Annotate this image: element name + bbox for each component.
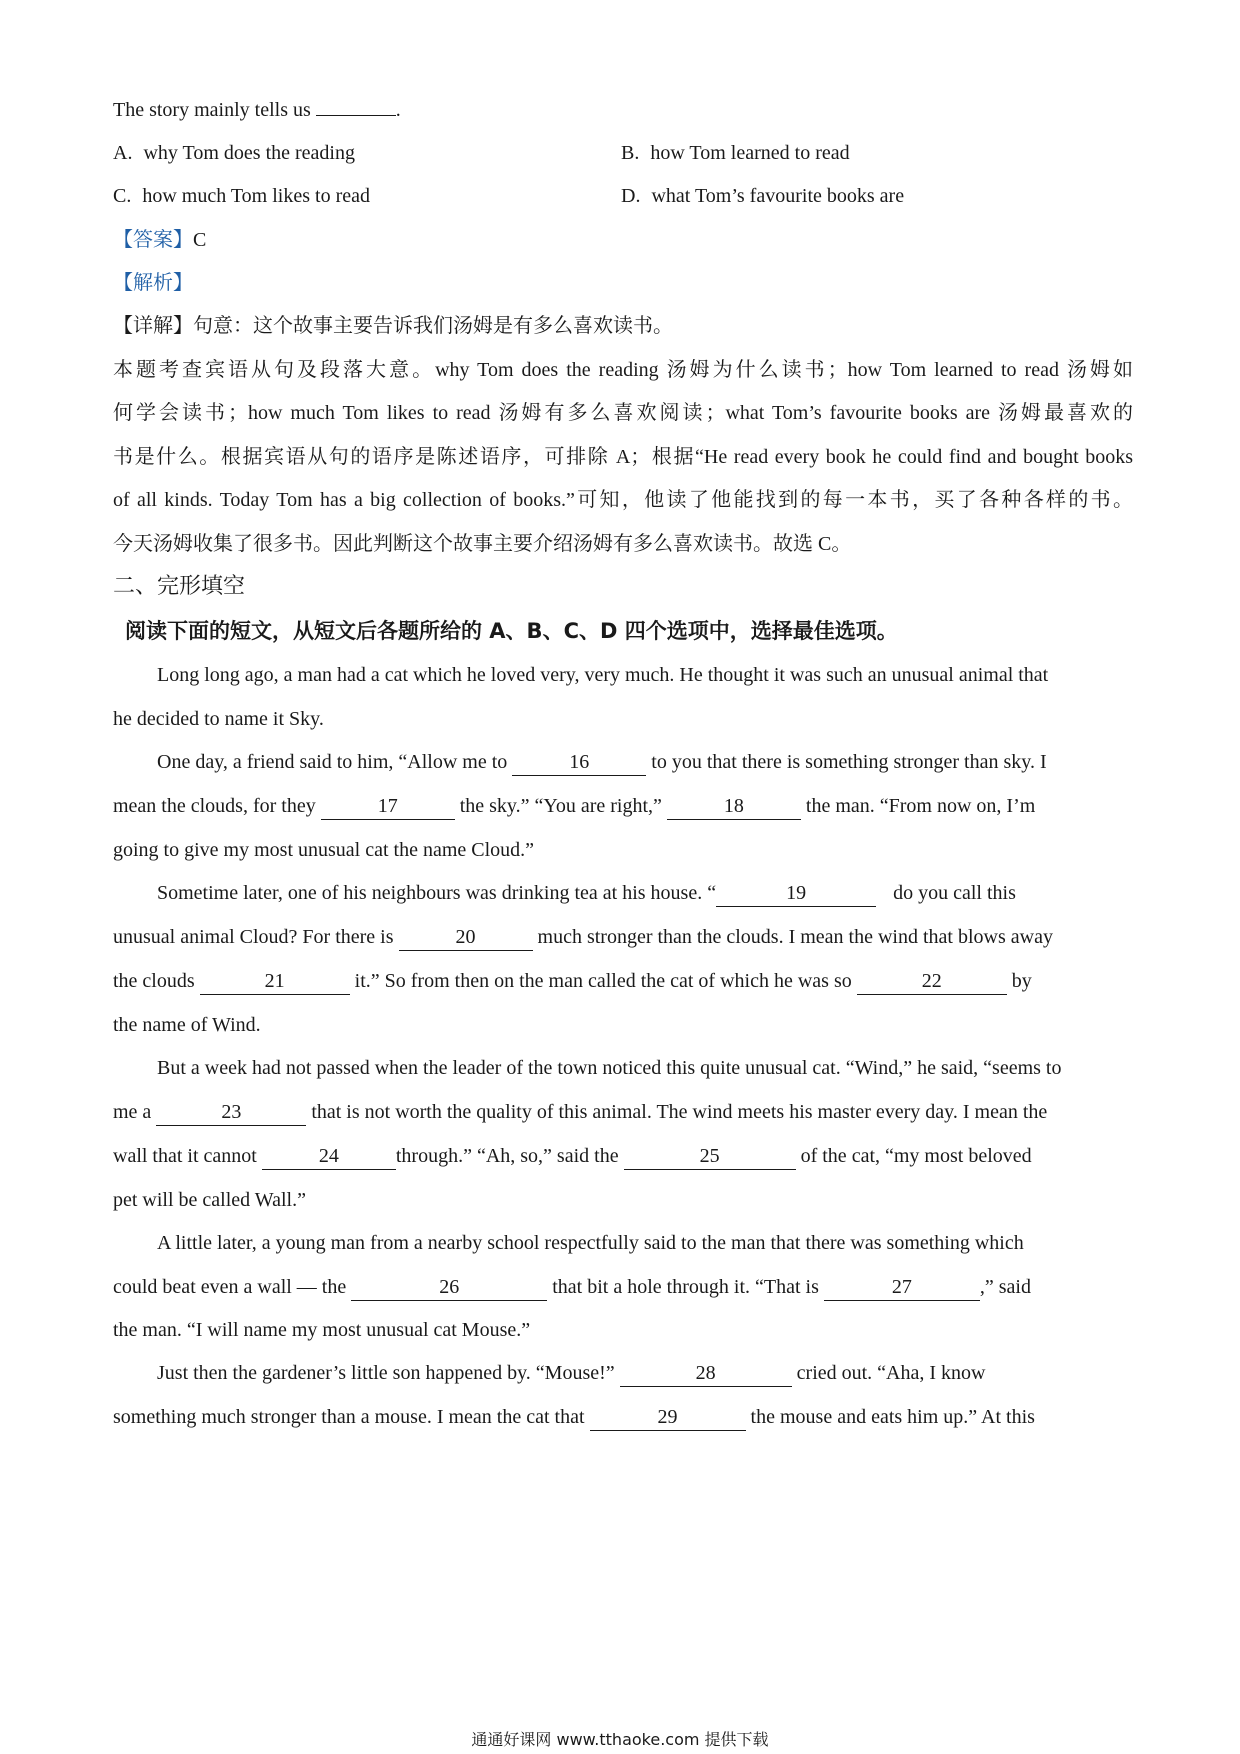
page-footer: 通通好课网 www.tthaoke.com 提供下载 xyxy=(471,1730,769,1749)
passage-line: unusual animal Cloud? For there is 20 much stronger than the clouds. I mean the wind that blows away xyxy=(113,922,1053,952)
blank-20: 20 xyxy=(399,924,533,951)
answer-tag: 【答案】 xyxy=(113,229,193,251)
blank-21: 21 xyxy=(200,968,350,995)
detail-line: 书是什么。根据宾语从句的语序是陈述语序，可排除 A；根据“He read every book he could find and bought books xyxy=(113,446,1133,468)
answer-line xyxy=(113,225,206,255)
passage-line: he decided to name it Sky. xyxy=(113,708,324,730)
passage-line: pet will be called Wall.” xyxy=(113,1189,306,1211)
blank-29: 29 xyxy=(590,1404,746,1431)
passage-line: mean the clouds, for they 17 the sky.” “You are right,” 18 the man. “From now on, I’m xyxy=(113,791,1035,821)
analysis-line xyxy=(113,268,193,298)
passage-line: something much stronger than a mouse. I mean the cat that 29 the mouse and eats him up.” At this xyxy=(113,1402,1035,1432)
option-c: C. how much Tom likes to read xyxy=(113,185,370,207)
passage-line: the clouds 21 it.” So from then on the man called the cat of which he was so 22 by xyxy=(113,966,1032,996)
detail-line: 今天汤姆收集了很多书。因此判断这个故事主要介绍汤姆有多么喜欢读书。故选 C。 xyxy=(113,533,852,555)
blank-28: 28 xyxy=(620,1360,792,1387)
detail-line: 何学会读书；how much Tom likes to read 汤姆有多么喜欢阅读；what Tom’s favourite books are 汤姆最喜欢的 xyxy=(113,402,1133,424)
answer-value: C xyxy=(193,229,207,251)
blank-19: 19 xyxy=(716,880,876,907)
section-heading: 二、完形填空 xyxy=(113,574,246,599)
blank-17: 17 xyxy=(321,793,455,820)
detail-line: 本题考查宾语从句及段落大意。why Tom does the reading 汤姆为什么读书；how Tom learned to read 汤姆如 xyxy=(113,359,1133,381)
passage-line: One day, a friend said to him, “Allow me to 16 to you that there is something stronger than sky. I xyxy=(157,747,1047,777)
question-stem: The story mainly tells us . xyxy=(113,99,401,121)
blank-18: 18 xyxy=(667,793,801,820)
option-a: A. why Tom does the reading xyxy=(113,142,355,164)
blank-16: 16 xyxy=(512,749,646,776)
passage-line: Sometime later, one of his neighbours was drinking tea at his house. “ 19 do you call this xyxy=(157,878,1016,908)
detail-line: of all kinds. Today Tom has a big collection of books.”可知，他读了他能找到的每一本书，买了各种各样的书。 xyxy=(113,489,1133,511)
passage-line: Long long ago, a man had a cat which he loved very, very much. He thought it was such an unusual animal that xyxy=(157,664,1049,686)
passage-line: Just then the gardener’s little son happened by. “Mouse!” 28 cried out. “Aha, I know xyxy=(157,1358,985,1388)
passage-line: wall that it cannot 24 through.” “Ah, so,” said the 25 of the cat, “my most beloved xyxy=(113,1141,1032,1171)
analysis-tag: 【解析】 xyxy=(113,272,193,294)
passage-line: could beat even a wall — the 26 that bit a hole through it. “That is 27 ,” said xyxy=(113,1272,1031,1302)
blank-22: 22 xyxy=(857,968,1007,995)
section-instruction: 阅读下面的短文，从短文后各题所给的 A、B、C、D 四个选项中，选择最佳选项。 xyxy=(125,619,898,643)
blank-23: 23 xyxy=(156,1099,306,1126)
passage-line: the man. “I will name my most unusual cat Mouse.” xyxy=(113,1319,531,1341)
option-b: B. how Tom learned to read xyxy=(621,142,850,164)
blank-26: 26 xyxy=(351,1274,547,1301)
blank-24: 24 xyxy=(262,1143,396,1170)
blank-25: 25 xyxy=(624,1143,796,1170)
option-d: D. what Tom’s favourite books are xyxy=(621,185,905,207)
passage-line: the name of Wind. xyxy=(113,1014,261,1036)
passage-line: going to give my most unusual cat the name Cloud.” xyxy=(113,839,535,861)
blank-27: 27 xyxy=(824,1274,980,1301)
answer-blank xyxy=(316,115,396,116)
passage-line: A little later, a young man from a nearby school respectfully said to the man that there was something which xyxy=(157,1232,1024,1254)
passage-line: But a week had not passed when the leader of the town noticed this quite unusual cat. “Wind,” he said, “seems to xyxy=(157,1057,1062,1079)
detail-line: 【详解】句意：这个故事主要告诉我们汤姆是有多么喜欢读书。 xyxy=(113,315,673,337)
passage-line: me a 23 that is not worth the quality of this animal. The wind meets his master every day. I mean the xyxy=(113,1097,1047,1127)
